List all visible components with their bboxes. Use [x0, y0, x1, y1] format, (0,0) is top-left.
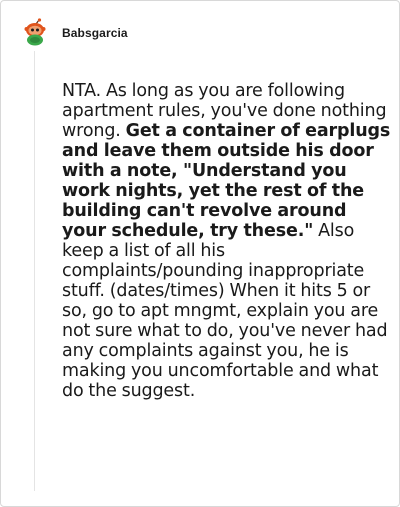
avatar[interactable] [21, 18, 49, 46]
username[interactable]: Babsgarcia [62, 26, 128, 40]
reddit-snoo-avatar-icon [21, 18, 49, 46]
comment-body [62, 81, 392, 401]
comment-text-intro: NTA. As long as you are following apartment rules, you've done nothing wrong. [62, 81, 387, 141]
comment-text-bold: Get a container of earplugs and leave them outside his door with a note, "Understand you work nights, yet the rest of the building can't revolve around your schedule, try these." [62, 121, 391, 241]
comment-text-rest: Also keep a list of all his complaints/pounding inappropriate stuff. (dates/times) When it hits 5 or so, go to apt mngmt, explain you are not sure what to do, you've never had any complaints against you, he is making you uncomfortable and what do the suggest. [62, 221, 388, 401]
thread-line[interactable] [34, 51, 35, 491]
